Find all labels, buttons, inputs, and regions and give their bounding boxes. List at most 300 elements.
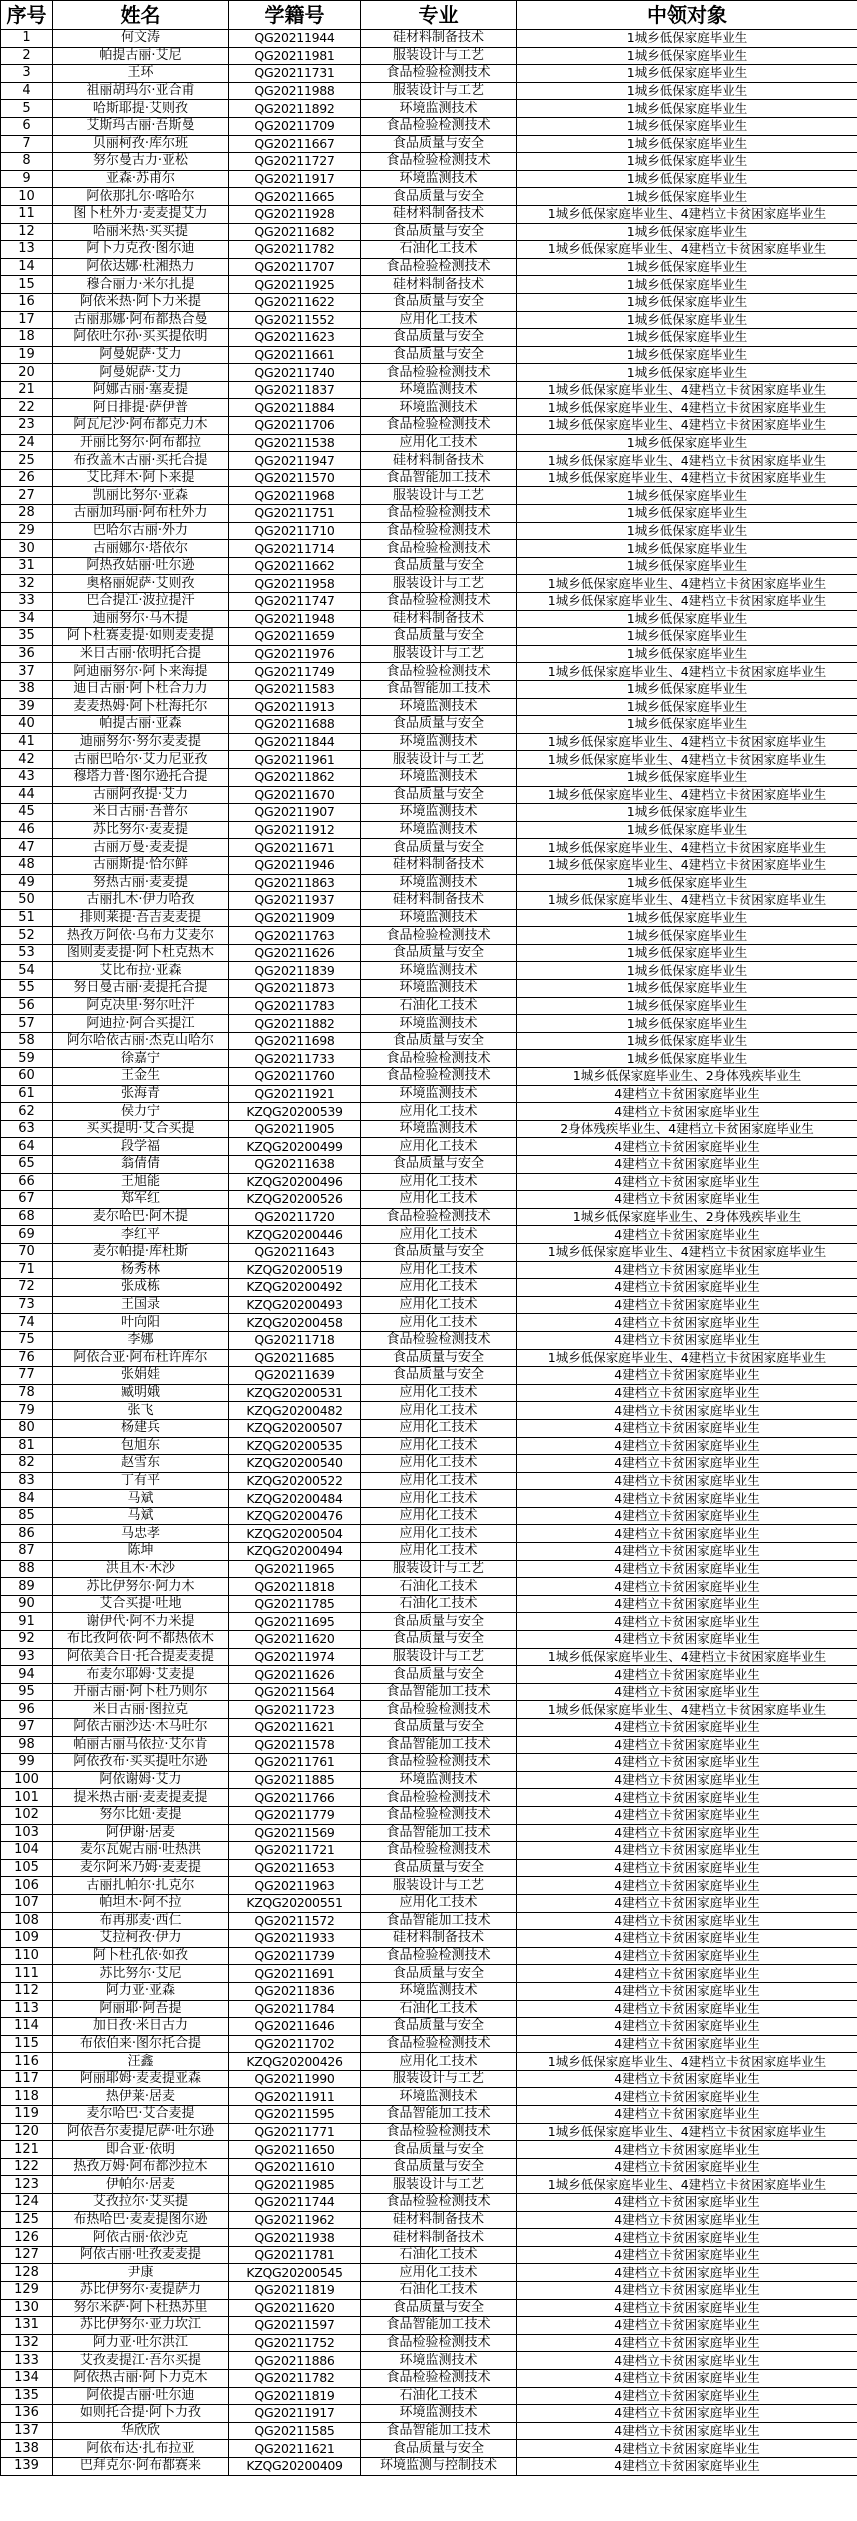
row-target: 1城乡低保家庭毕业生、4建档立卡贫困家庭毕业生 bbox=[517, 241, 857, 259]
row-major: 食品质量与安全 bbox=[361, 1032, 517, 1050]
row-student-id: KZQG20200531 bbox=[229, 1384, 361, 1402]
row-target: 1城乡低保家庭毕业生 bbox=[517, 610, 857, 628]
row-major: 食品检验检测技术 bbox=[361, 1806, 517, 1824]
row-seq: 77 bbox=[1, 1367, 53, 1385]
table-header bbox=[1, 1, 857, 30]
row-target: 4建档立卡贫困家庭毕业生 bbox=[517, 1965, 857, 1983]
row-seq: 69 bbox=[1, 1226, 53, 1244]
row-seq: 51 bbox=[1, 909, 53, 927]
row-target: 1城乡低保家庭毕业生 bbox=[517, 311, 857, 329]
row-major: 服装设计与工艺 bbox=[361, 1648, 517, 1666]
row-major: 食品质量与安全 bbox=[361, 223, 517, 241]
row-major: 环境监测技术 bbox=[361, 874, 517, 892]
row-target: 1城乡低保家庭毕业生、4建档立卡贫困家庭毕业生 bbox=[517, 381, 857, 399]
row-major: 服装设计与工艺 bbox=[361, 575, 517, 593]
row-student-id: QG20211886 bbox=[229, 2352, 361, 2370]
row-student-id: QG20211938 bbox=[229, 2229, 361, 2247]
row-student-id: QG20211933 bbox=[229, 1930, 361, 1948]
row-target: 4建档立卡贫困家庭毕业生 bbox=[517, 1543, 857, 1561]
row-major: 应用化工技术 bbox=[361, 1173, 517, 1191]
table-row bbox=[1, 2282, 857, 2300]
table-row bbox=[1, 1771, 857, 1789]
row-target: 1城乡低保家庭毕业生 bbox=[517, 980, 857, 998]
row-student-id: KZQG20200499 bbox=[229, 1138, 361, 1156]
row-seq: 8 bbox=[1, 153, 53, 171]
row-student-id: KZQG20200526 bbox=[229, 1191, 361, 1209]
row-name: 阿曼妮萨·艾力 bbox=[53, 364, 229, 382]
row-name: 华欣欣 bbox=[53, 2422, 229, 2440]
row-student-id: QG20211761 bbox=[229, 1754, 361, 1772]
row-major: 食品质量与安全 bbox=[361, 628, 517, 646]
row-target: 4建档立卡贫困家庭毕业生 bbox=[517, 2035, 857, 2053]
row-name: 李红平 bbox=[53, 1226, 229, 1244]
table-row bbox=[1, 856, 857, 874]
row-name: 马斌 bbox=[53, 1490, 229, 1508]
row-major: 应用化工技术 bbox=[361, 1384, 517, 1402]
table-row bbox=[1, 258, 857, 276]
header-major: 专业 bbox=[361, 1, 517, 30]
row-target: 1城乡低保家庭毕业生 bbox=[517, 346, 857, 364]
row-name: 帕丽古丽马依拉·艾尔肯 bbox=[53, 1736, 229, 1754]
table-row bbox=[1, 1138, 857, 1156]
row-name: 臧明娥 bbox=[53, 1384, 229, 1402]
header-student-id: 学籍号 bbox=[229, 1, 361, 30]
row-name: 阿丽耶姆·麦麦提亚森 bbox=[53, 2070, 229, 2088]
row-name: 凯丽比努尔·亚森 bbox=[53, 487, 229, 505]
row-student-id: QG20211610 bbox=[229, 2158, 361, 2176]
row-seq: 110 bbox=[1, 1947, 53, 1965]
row-seq: 93 bbox=[1, 1648, 53, 1666]
row-name: 穆合丽力·米尔扎提 bbox=[53, 276, 229, 294]
row-student-id: KZQG20200492 bbox=[229, 1279, 361, 1297]
row-major: 食品智能加工技术 bbox=[361, 2317, 517, 2335]
row-student-id: QG20211837 bbox=[229, 381, 361, 399]
row-student-id: QG20211621 bbox=[229, 1719, 361, 1737]
row-major: 食品智能加工技术 bbox=[361, 2106, 517, 2124]
row-student-id: QG20211917 bbox=[229, 2405, 361, 2423]
row-seq: 80 bbox=[1, 1419, 53, 1437]
row-name: 阿伊谢·居麦 bbox=[53, 1824, 229, 1842]
table-row bbox=[1, 2264, 857, 2282]
table-row bbox=[1, 1191, 857, 1209]
row-target: 4建档立卡贫困家庭毕业生 bbox=[517, 2194, 857, 2212]
row-name: 阿卜力克孜·图尔迪 bbox=[53, 241, 229, 259]
row-major: 硅材料制备技术 bbox=[361, 2211, 517, 2229]
table-row bbox=[1, 2018, 857, 2036]
row-target: 1城乡低保家庭毕业生 bbox=[517, 909, 857, 927]
row-seq: 6 bbox=[1, 117, 53, 135]
row-seq: 133 bbox=[1, 2352, 53, 2370]
row-name: 艾斯玛古丽·吾斯曼 bbox=[53, 117, 229, 135]
row-name: 阿依古丽·吐孜麦麦提 bbox=[53, 2246, 229, 2264]
row-seq: 128 bbox=[1, 2264, 53, 2282]
table-row bbox=[1, 1173, 857, 1191]
row-target: 4建档立卡贫困家庭毕业生 bbox=[517, 2158, 857, 2176]
row-major: 应用化工技术 bbox=[361, 1525, 517, 1543]
row-major: 环境监测与控制技术 bbox=[361, 2457, 517, 2475]
row-seq: 15 bbox=[1, 276, 53, 294]
row-seq: 5 bbox=[1, 100, 53, 118]
row-major: 环境监测技术 bbox=[361, 733, 517, 751]
table-row bbox=[1, 276, 857, 294]
row-seq: 126 bbox=[1, 2229, 53, 2247]
row-name: 郑军红 bbox=[53, 1191, 229, 1209]
row-student-id: QG20211720 bbox=[229, 1208, 361, 1226]
row-major: 环境监测技术 bbox=[361, 399, 517, 417]
row-student-id: QG20211667 bbox=[229, 135, 361, 153]
row-name: 古丽那娜·阿布都热合曼 bbox=[53, 311, 229, 329]
row-target: 1城乡低保家庭毕业生、4建档立卡贫困家庭毕业生 bbox=[517, 399, 857, 417]
row-target: 1城乡低保家庭毕业生 bbox=[517, 1015, 857, 1033]
row-name: 艾拉柯孜·伊力 bbox=[53, 1930, 229, 1948]
row-student-id: QG20211947 bbox=[229, 452, 361, 470]
row-name: 阿卜杜孔依·如孜 bbox=[53, 1947, 229, 1965]
row-seq: 90 bbox=[1, 1595, 53, 1613]
row-name: 阿日排提·萨伊普 bbox=[53, 399, 229, 417]
row-target: 1城乡低保家庭毕业生、4建档立卡贫困家庭毕业生 bbox=[517, 469, 857, 487]
row-seq: 48 bbox=[1, 856, 53, 874]
row-seq: 58 bbox=[1, 1032, 53, 1050]
row-student-id: QG20211917 bbox=[229, 170, 361, 188]
row-seq: 20 bbox=[1, 364, 53, 382]
row-name: 谢伊代·阿不力米提 bbox=[53, 1613, 229, 1631]
row-name: 苏比伊努尔·阿力木 bbox=[53, 1578, 229, 1596]
row-major: 食品检验检测技术 bbox=[361, 522, 517, 540]
table-row bbox=[1, 804, 857, 822]
row-major: 石油化工技术 bbox=[361, 2246, 517, 2264]
table-row bbox=[1, 733, 857, 751]
table-row bbox=[1, 1490, 857, 1508]
row-target: 1城乡低保家庭毕业生、4建档立卡贫困家庭毕业生 bbox=[517, 593, 857, 611]
table-row bbox=[1, 135, 857, 153]
row-name: 开丽古丽·阿卜杜乃则尔 bbox=[53, 1683, 229, 1701]
row-name: 奥格丽妮萨·艾则孜 bbox=[53, 575, 229, 593]
row-target: 1城乡低保家庭毕业生 bbox=[517, 117, 857, 135]
row-seq: 10 bbox=[1, 188, 53, 206]
row-target: 4建档立卡贫困家庭毕业生 bbox=[517, 1719, 857, 1737]
row-seq: 34 bbox=[1, 610, 53, 628]
row-student-id: QG20211882 bbox=[229, 1015, 361, 1033]
row-seq: 99 bbox=[1, 1754, 53, 1772]
row-student-id: QG20211727 bbox=[229, 153, 361, 171]
table-row bbox=[1, 645, 857, 663]
row-student-id: QG20211695 bbox=[229, 1613, 361, 1631]
table-row bbox=[1, 30, 857, 48]
row-student-id: QG20211946 bbox=[229, 856, 361, 874]
row-seq: 38 bbox=[1, 680, 53, 698]
row-student-id: QG20211836 bbox=[229, 1982, 361, 2000]
row-name: 穆塔力普·图尔逊托合提 bbox=[53, 768, 229, 786]
row-name: 亚森·苏甫尔 bbox=[53, 170, 229, 188]
table-row bbox=[1, 628, 857, 646]
row-seq: 14 bbox=[1, 258, 53, 276]
row-student-id: QG20211739 bbox=[229, 1947, 361, 1965]
table-row bbox=[1, 540, 857, 558]
row-major: 食品检验检测技术 bbox=[361, 258, 517, 276]
row-target: 1城乡低保家庭毕业生、4建档立卡贫困家庭毕业生 bbox=[517, 452, 857, 470]
row-target: 4建档立卡贫困家庭毕业生 bbox=[517, 2088, 857, 2106]
row-target: 4建档立卡贫困家庭毕业生 bbox=[517, 1367, 857, 1385]
row-seq: 49 bbox=[1, 874, 53, 892]
row-major: 应用化工技术 bbox=[361, 1226, 517, 1244]
row-name: 阿依米热·阿卜力米提 bbox=[53, 293, 229, 311]
row-name: 提米热古丽·麦麦提麦提 bbox=[53, 1789, 229, 1807]
row-target: 4建档立卡贫困家庭毕业生 bbox=[517, 1930, 857, 1948]
row-target: 4建档立卡贫困家庭毕业生 bbox=[517, 2387, 857, 2405]
row-seq: 97 bbox=[1, 1719, 53, 1737]
row-target: 4建档立卡贫困家庭毕业生 bbox=[517, 1947, 857, 1965]
table-row bbox=[1, 153, 857, 171]
row-target: 4建档立卡贫困家庭毕业生 bbox=[517, 1261, 857, 1279]
row-major: 环境监测技术 bbox=[361, 821, 517, 839]
row-major: 食品检验检测技术 bbox=[361, 1050, 517, 1068]
row-seq: 130 bbox=[1, 2299, 53, 2317]
row-target: 1城乡低保家庭毕业生、4建档立卡贫困家庭毕业生 bbox=[517, 1349, 857, 1367]
row-seq: 124 bbox=[1, 2194, 53, 2212]
row-major: 应用化工技术 bbox=[361, 1507, 517, 1525]
row-target: 1城乡低保家庭毕业生、4建档立卡贫困家庭毕业生 bbox=[517, 733, 857, 751]
table-row bbox=[1, 2352, 857, 2370]
row-student-id: QG20211714 bbox=[229, 540, 361, 558]
row-major: 石油化工技术 bbox=[361, 241, 517, 259]
row-student-id: QG20211583 bbox=[229, 680, 361, 698]
row-name: 苏比伊努尔·麦提萨力 bbox=[53, 2282, 229, 2300]
row-target: 4建档立卡贫困家庭毕业生 bbox=[517, 1296, 857, 1314]
row-name: 阿克决里·努尔吐汗 bbox=[53, 997, 229, 1015]
table-row bbox=[1, 2035, 857, 2053]
table-row bbox=[1, 610, 857, 628]
row-major: 环境监测技术 bbox=[361, 1085, 517, 1103]
row-student-id: QG20211646 bbox=[229, 2018, 361, 2036]
row-seq: 132 bbox=[1, 2334, 53, 2352]
row-target: 1城乡低保家庭毕业生 bbox=[517, 698, 857, 716]
row-target: 1城乡低保家庭毕业生 bbox=[517, 645, 857, 663]
row-major: 应用化工技术 bbox=[361, 2264, 517, 2282]
row-name: 图卜杜外力·麦麦提艾力 bbox=[53, 205, 229, 223]
row-target: 4建档立卡贫困家庭毕业生 bbox=[517, 1507, 857, 1525]
row-major: 应用化工技术 bbox=[361, 311, 517, 329]
row-target: 4建档立卡贫困家庭毕业生 bbox=[517, 1173, 857, 1191]
row-name: 麦尔瓦妮古丽·吐热洪 bbox=[53, 1842, 229, 1860]
row-major: 应用化工技术 bbox=[361, 1894, 517, 1912]
row-name: 图则麦麦提·阿卜杜克热木 bbox=[53, 944, 229, 962]
row-major: 石油化工技术 bbox=[361, 997, 517, 1015]
row-target: 4建档立卡贫困家庭毕业生 bbox=[517, 2018, 857, 2036]
row-major: 服装设计与工艺 bbox=[361, 751, 517, 769]
row-name: 何文涛 bbox=[53, 30, 229, 48]
row-target: 4建档立卡贫困家庭毕业生 bbox=[517, 1384, 857, 1402]
row-student-id: QG20211564 bbox=[229, 1683, 361, 1701]
table-row bbox=[1, 663, 857, 681]
row-seq: 25 bbox=[1, 452, 53, 470]
row-name: 王环 bbox=[53, 65, 229, 83]
row-student-id: QG20211925 bbox=[229, 276, 361, 294]
row-name: 杨建兵 bbox=[53, 1419, 229, 1437]
row-target: 2身体残疾毕业生、4建档立卡贫困家庭毕业生 bbox=[517, 1120, 857, 1138]
row-name: 阿依达娜·杜湘热力 bbox=[53, 258, 229, 276]
row-student-id: KZQG20200493 bbox=[229, 1296, 361, 1314]
table-body bbox=[1, 30, 857, 2476]
row-seq: 47 bbox=[1, 839, 53, 857]
row-major: 食品质量与安全 bbox=[361, 329, 517, 347]
row-student-id: QG20211988 bbox=[229, 82, 361, 100]
row-target: 1城乡低保家庭毕业生 bbox=[517, 30, 857, 48]
row-seq: 66 bbox=[1, 1173, 53, 1191]
row-student-id: QG20211885 bbox=[229, 1771, 361, 1789]
table-row bbox=[1, 1226, 857, 1244]
table-row bbox=[1, 1666, 857, 1684]
row-seq: 55 bbox=[1, 980, 53, 998]
row-name: 热孜万阿依·乌布力艾麦尔 bbox=[53, 927, 229, 945]
row-target: 4建档立卡贫困家庭毕业生 bbox=[517, 2317, 857, 2335]
row-major: 食品质量与安全 bbox=[361, 944, 517, 962]
row-major: 服装设计与工艺 bbox=[361, 487, 517, 505]
row-seq: 33 bbox=[1, 593, 53, 611]
row-major: 食品质量与安全 bbox=[361, 1859, 517, 1877]
table-row bbox=[1, 417, 857, 435]
table-row bbox=[1, 1068, 857, 1086]
row-target: 1城乡低保家庭毕业生 bbox=[517, 223, 857, 241]
row-student-id: QG20211721 bbox=[229, 1842, 361, 1860]
row-major: 食品质量与安全 bbox=[361, 1243, 517, 1261]
row-major: 食品检验检测技术 bbox=[361, 2194, 517, 2212]
row-student-id: QG20211873 bbox=[229, 980, 361, 998]
table-row bbox=[1, 2405, 857, 2423]
row-seq: 103 bbox=[1, 1824, 53, 1842]
table-row bbox=[1, 1982, 857, 2000]
row-major: 硅材料制备技术 bbox=[361, 1930, 517, 1948]
row-name: 张成栋 bbox=[53, 1279, 229, 1297]
row-major: 食品检验检测技术 bbox=[361, 364, 517, 382]
row-name: 麦尔哈巴·阿木提 bbox=[53, 1208, 229, 1226]
row-seq: 135 bbox=[1, 2387, 53, 2405]
table-row bbox=[1, 2211, 857, 2229]
table-row bbox=[1, 1877, 857, 1895]
table-row bbox=[1, 2457, 857, 2475]
row-target: 4建档立卡贫困家庭毕业生 bbox=[517, 2246, 857, 2264]
table-row bbox=[1, 786, 857, 804]
row-seq: 120 bbox=[1, 2123, 53, 2141]
row-target: 4建档立卡贫困家庭毕业生 bbox=[517, 1472, 857, 1490]
row-target: 4建档立卡贫困家庭毕业生 bbox=[517, 1437, 857, 1455]
table-row bbox=[1, 1032, 857, 1050]
table-row bbox=[1, 2088, 857, 2106]
row-major: 食品质量与安全 bbox=[361, 716, 517, 734]
row-major: 服装设计与工艺 bbox=[361, 1560, 517, 1578]
table-row bbox=[1, 65, 857, 83]
row-student-id: QG20211760 bbox=[229, 1068, 361, 1086]
row-student-id: KZQG20200504 bbox=[229, 1525, 361, 1543]
table-row bbox=[1, 927, 857, 945]
row-target: 4建档立卡贫困家庭毕业生 bbox=[517, 1789, 857, 1807]
row-major: 环境监测技术 bbox=[361, 1771, 517, 1789]
row-seq: 12 bbox=[1, 223, 53, 241]
row-name: 张海青 bbox=[53, 1085, 229, 1103]
row-seq: 2 bbox=[1, 47, 53, 65]
row-seq: 62 bbox=[1, 1103, 53, 1121]
row-student-id: QG20211671 bbox=[229, 839, 361, 857]
row-major: 应用化工技术 bbox=[361, 1138, 517, 1156]
row-seq: 78 bbox=[1, 1384, 53, 1402]
row-seq: 119 bbox=[1, 2106, 53, 2124]
row-student-id: QG20211569 bbox=[229, 1824, 361, 1842]
row-name: 艾合买提·吐地 bbox=[53, 1595, 229, 1613]
row-name: 古丽斯提·恰尔鲜 bbox=[53, 856, 229, 874]
row-student-id: QG20211819 bbox=[229, 2387, 361, 2405]
table-row bbox=[1, 1543, 857, 1561]
row-student-id: QG20211968 bbox=[229, 487, 361, 505]
row-seq: 136 bbox=[1, 2405, 53, 2423]
row-student-id: QG20211650 bbox=[229, 2141, 361, 2159]
row-name: 帕提古丽·亚森 bbox=[53, 716, 229, 734]
row-student-id: KZQG20200446 bbox=[229, 1226, 361, 1244]
row-name: 阿依吐尔孙·买买提依明 bbox=[53, 329, 229, 347]
row-major: 食品检验检测技术 bbox=[361, 2035, 517, 2053]
row-student-id: QG20211688 bbox=[229, 716, 361, 734]
row-seq: 104 bbox=[1, 1842, 53, 1860]
table-row bbox=[1, 2070, 857, 2088]
row-major: 食品质量与安全 bbox=[361, 1156, 517, 1174]
row-name: 麦麦热姆·阿卜杜海托尔 bbox=[53, 698, 229, 716]
row-student-id: QG20211907 bbox=[229, 804, 361, 822]
row-student-id: QG20211751 bbox=[229, 505, 361, 523]
table-row bbox=[1, 1648, 857, 1666]
row-student-id: QG20211707 bbox=[229, 258, 361, 276]
row-major: 环境监测技术 bbox=[361, 804, 517, 822]
row-student-id: QG20211744 bbox=[229, 2194, 361, 2212]
row-seq: 125 bbox=[1, 2211, 53, 2229]
row-major: 应用化工技术 bbox=[361, 1543, 517, 1561]
row-student-id: QG20211785 bbox=[229, 1595, 361, 1613]
table-row bbox=[1, 1050, 857, 1068]
table-row bbox=[1, 1736, 857, 1754]
table-row bbox=[1, 909, 857, 927]
row-major: 硅材料制备技术 bbox=[361, 892, 517, 910]
table-row bbox=[1, 821, 857, 839]
table-row bbox=[1, 1156, 857, 1174]
row-student-id: QG20211538 bbox=[229, 434, 361, 452]
row-student-id: QG20211784 bbox=[229, 2000, 361, 2018]
table-row bbox=[1, 2440, 857, 2458]
row-student-id: QG20211958 bbox=[229, 575, 361, 593]
row-target: 4建档立卡贫困家庭毕业生 bbox=[517, 2141, 857, 2159]
row-student-id: QG20211892 bbox=[229, 100, 361, 118]
row-seq: 26 bbox=[1, 469, 53, 487]
row-seq: 84 bbox=[1, 1490, 53, 1508]
row-seq: 28 bbox=[1, 505, 53, 523]
header-row bbox=[1, 1, 857, 30]
table-row bbox=[1, 1631, 857, 1649]
row-major: 食品智能加工技术 bbox=[361, 1736, 517, 1754]
row-name: 阿尔哈依古丽·杰克山哈尔 bbox=[53, 1032, 229, 1050]
row-target: 4建档立卡贫困家庭毕业生 bbox=[517, 2422, 857, 2440]
row-student-id: QG20211766 bbox=[229, 1789, 361, 1807]
row-target: 4建档立卡贫困家庭毕业生 bbox=[517, 1314, 857, 1332]
table-row bbox=[1, 1613, 857, 1631]
table-row bbox=[1, 1437, 857, 1455]
row-target: 4建档立卡贫困家庭毕业生 bbox=[517, 2405, 857, 2423]
row-name: 张娟娃 bbox=[53, 1367, 229, 1385]
row-seq: 22 bbox=[1, 399, 53, 417]
row-target: 4建档立卡贫困家庭毕业生 bbox=[517, 1824, 857, 1842]
table-row bbox=[1, 1930, 857, 1948]
row-major: 应用化工技术 bbox=[361, 1261, 517, 1279]
row-major: 食品质量与安全 bbox=[361, 786, 517, 804]
row-major: 服装设计与工艺 bbox=[361, 645, 517, 663]
table-row bbox=[1, 1912, 857, 1930]
row-seq: 138 bbox=[1, 2440, 53, 2458]
row-target: 1城乡低保家庭毕业生、2身体残疾毕业生 bbox=[517, 1208, 857, 1226]
